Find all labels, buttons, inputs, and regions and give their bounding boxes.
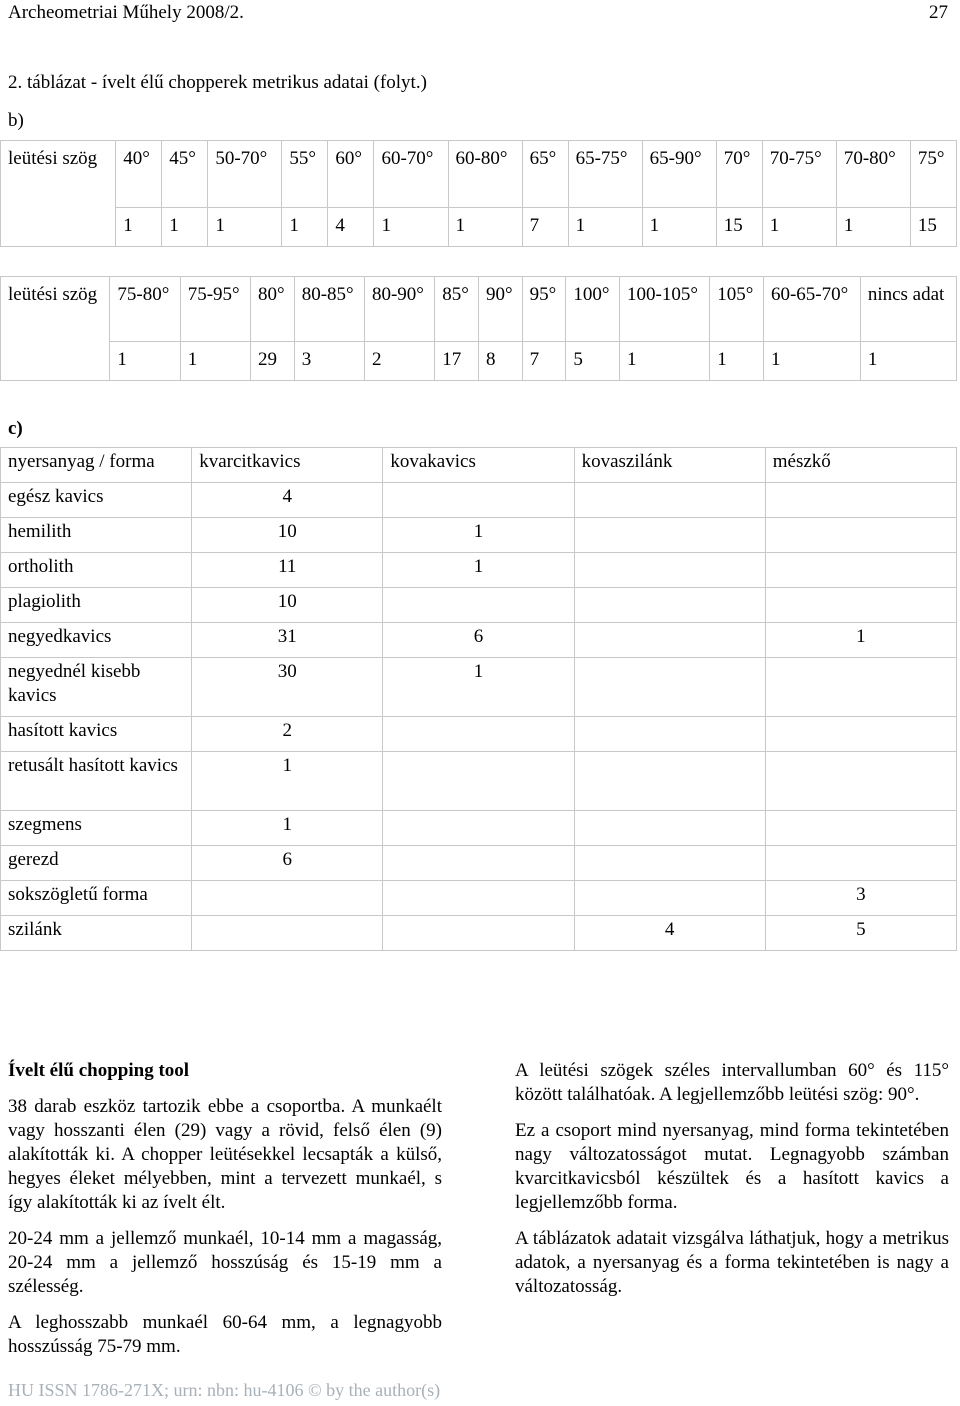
table-cell bbox=[574, 623, 765, 658]
table-cell bbox=[765, 588, 956, 623]
table-cell bbox=[574, 553, 765, 588]
right-text-column bbox=[515, 1059, 949, 1311]
table-cell bbox=[383, 916, 574, 951]
table-caption: 2. táblázat - ívelt élű chopperek metrikus adatai (folyt.) bbox=[8, 72, 427, 93]
left-text-column bbox=[8, 1059, 442, 1371]
table-row bbox=[1, 553, 957, 588]
count-row-label bbox=[1, 342, 110, 381]
table-cell bbox=[383, 752, 574, 811]
angle-header-cell: 45° bbox=[162, 141, 208, 208]
angle-header-cell: 60-65-70° bbox=[763, 277, 860, 342]
angle-count-cell: 4 bbox=[328, 208, 374, 247]
table-cell bbox=[574, 588, 765, 623]
table-row bbox=[1, 752, 957, 811]
angle-count-cell: 1 bbox=[836, 208, 910, 247]
table-cell bbox=[383, 717, 574, 752]
right-paragraph-3: A táblázatok adatait vizsgálva láthatjuk, hogy a metrikus adatok, a nyersanyag és a forma tekintetében is nagy a változatosság. bbox=[515, 1228, 949, 1297]
table-cell: 11 bbox=[192, 553, 383, 588]
section-heading: Ívelt élű chopping tool bbox=[8, 1060, 190, 1081]
angle-header-cell: 65-90° bbox=[642, 141, 716, 208]
table-cell bbox=[765, 717, 956, 752]
column-header: nyersanyag / forma bbox=[1, 448, 192, 483]
angle-count-cell: 2 bbox=[364, 342, 434, 381]
right-paragraph-1: A leütési szögek széles intervallumban 60° és 115° között találhatóak. A legjellemzőbb leütési szög: 90°. bbox=[515, 1060, 949, 1105]
row-label: retusált hasított kavics bbox=[1, 752, 192, 811]
table-cell: 1 bbox=[383, 518, 574, 553]
table-cell: 3 bbox=[765, 881, 956, 916]
section-b-label: b) bbox=[8, 110, 24, 131]
row-label: sokszögletű forma bbox=[1, 881, 192, 916]
angle-header-cell: 80-85° bbox=[294, 277, 364, 342]
table-cell: 10 bbox=[192, 588, 383, 623]
angle-count-cell: 8 bbox=[478, 342, 522, 381]
table-cell bbox=[765, 846, 956, 881]
table-cell bbox=[574, 518, 765, 553]
table-cell: 1 bbox=[765, 623, 956, 658]
table-cell: 2 bbox=[192, 717, 383, 752]
angle-count-cell: 5 bbox=[566, 342, 620, 381]
table-row bbox=[1, 846, 957, 881]
table-row bbox=[1, 916, 957, 951]
angle-count-cell: 1 bbox=[448, 208, 522, 247]
angle-count-cell: 1 bbox=[762, 208, 836, 247]
table-cell bbox=[765, 811, 956, 846]
column-header: kovakavics bbox=[383, 448, 574, 483]
row-label: hemilith bbox=[1, 518, 192, 553]
section-c-label: c) bbox=[8, 418, 23, 439]
angle-header-cell: 95° bbox=[522, 277, 566, 342]
table-cell: 1 bbox=[383, 658, 574, 717]
angle-header-cell: 60-70° bbox=[374, 141, 448, 208]
angle-count-cell: 1 bbox=[642, 208, 716, 247]
table-cell bbox=[192, 916, 383, 951]
raw-material-table bbox=[0, 447, 957, 951]
angle-count-cell: 29 bbox=[251, 342, 295, 381]
angle-count-cell: 1 bbox=[763, 342, 860, 381]
angle-table-1 bbox=[0, 140, 957, 247]
angle-header-cell: 65° bbox=[522, 141, 568, 208]
table-row bbox=[1, 658, 957, 717]
angle-count-cell: 1 bbox=[860, 342, 956, 381]
table-cell bbox=[574, 752, 765, 811]
angle-header-cell: 100-105° bbox=[620, 277, 710, 342]
row-label: gerezd bbox=[1, 846, 192, 881]
table-cell bbox=[574, 717, 765, 752]
table-cell: 1 bbox=[192, 811, 383, 846]
angle-header-cell: 70-75° bbox=[762, 141, 836, 208]
column-header: kovaszilánk bbox=[574, 448, 765, 483]
table-cell bbox=[574, 483, 765, 518]
angle-header-cell: 70° bbox=[716, 141, 762, 208]
angle-header-cell: 65-75° bbox=[568, 141, 642, 208]
angle-count-cell: 1 bbox=[208, 208, 282, 247]
table-cell: 6 bbox=[192, 846, 383, 881]
angle-count-cell: 1 bbox=[710, 342, 764, 381]
table-row bbox=[1, 483, 957, 518]
table-row bbox=[1, 811, 957, 846]
row-label: plagiolith bbox=[1, 588, 192, 623]
table-cell bbox=[765, 658, 956, 717]
angle-count-cell: 1 bbox=[568, 208, 642, 247]
page-number: 27 bbox=[929, 2, 948, 23]
table-cell bbox=[383, 881, 574, 916]
angle-header-cell: 60-80° bbox=[448, 141, 522, 208]
table-row bbox=[1, 588, 957, 623]
left-paragraph-2: 20-24 mm a jellemző munkaél, 10-14 mm a magasság, 20-24 mm a jellemző hosszúság és 15-19 mm a szélesség. bbox=[8, 1228, 442, 1297]
table-cell bbox=[383, 483, 574, 518]
table-cell bbox=[765, 518, 956, 553]
angle-count-cell: 1 bbox=[282, 208, 328, 247]
angle-row-label: leütési szög bbox=[1, 277, 110, 342]
angle-header-cell: 55° bbox=[282, 141, 328, 208]
angle-count-cell: 15 bbox=[910, 208, 956, 247]
angle-header-cell: 85° bbox=[435, 277, 479, 342]
table-row bbox=[1, 623, 957, 658]
angle-count-cell: 7 bbox=[522, 208, 568, 247]
table-cell bbox=[765, 752, 956, 811]
table-cell bbox=[574, 658, 765, 717]
angle-header-cell: 70-80° bbox=[836, 141, 910, 208]
table-cell bbox=[383, 846, 574, 881]
column-header: kvarcitkavics bbox=[192, 448, 383, 483]
left-paragraph-3: A leghosszabb munkaél 60-64 mm, a legnagyobb hosszússág 75-79 mm. bbox=[8, 1312, 442, 1357]
journal-header: Archeometriai Műhely 2008/2. bbox=[8, 2, 244, 23]
row-label: ortholith bbox=[1, 553, 192, 588]
angle-row-label: leütési szög bbox=[1, 141, 116, 208]
angle-count-cell: 15 bbox=[716, 208, 762, 247]
angle-header-cell: 80-90° bbox=[364, 277, 434, 342]
table-cell: 10 bbox=[192, 518, 383, 553]
angle-count-cell: 1 bbox=[180, 342, 250, 381]
count-row-label bbox=[1, 208, 116, 247]
angle-count-cell: 1 bbox=[162, 208, 208, 247]
table-cell bbox=[574, 846, 765, 881]
angle-header-cell: 60° bbox=[328, 141, 374, 208]
row-label: hasított kavics bbox=[1, 717, 192, 752]
table-cell bbox=[383, 811, 574, 846]
angle-count-cell: 1 bbox=[110, 342, 180, 381]
table-row bbox=[1, 717, 957, 752]
angle-count-cell: 3 bbox=[294, 342, 364, 381]
table-row bbox=[1, 881, 957, 916]
table-cell bbox=[574, 881, 765, 916]
table-cell bbox=[765, 553, 956, 588]
angle-header-cell: nincs adat bbox=[860, 277, 956, 342]
table-cell bbox=[574, 811, 765, 846]
table-cell bbox=[383, 588, 574, 623]
table-cell: 4 bbox=[192, 483, 383, 518]
column-header: mészkő bbox=[765, 448, 956, 483]
angle-count-cell: 17 bbox=[435, 342, 479, 381]
row-label: szilánk bbox=[1, 916, 192, 951]
angle-header-cell: 105° bbox=[710, 277, 764, 342]
angle-header-cell: 40° bbox=[116, 141, 162, 208]
table-cell: 4 bbox=[574, 916, 765, 951]
row-label: negyednél kisebb kavics bbox=[1, 658, 192, 717]
left-paragraph-1: 38 darab eszköz tartozik ebbe a csoportba. A munkaélt vagy hosszanti élen (29) vagy a rövid, felső élen (9) alakították ki. A chopper leütésekkel lecsapták a külső, hegyes éleket mélyebben, mint a tervezett munkaél, s így alakították ki az ívelt élt. bbox=[8, 1096, 442, 1213]
angle-count-cell: 7 bbox=[522, 342, 566, 381]
angle-header-cell: 75-95° bbox=[180, 277, 250, 342]
table-cell: 31 bbox=[192, 623, 383, 658]
angle-header-cell: 100° bbox=[566, 277, 620, 342]
table-cell: 1 bbox=[192, 752, 383, 811]
right-paragraph-2: Ez a csoport mind nyersanyag, mind forma tekintetében nagy változatosságot mutat. Legnagyobb számban kvarcitkavicsból készültek és a hasított kavics a legjellemzőbb forma. bbox=[515, 1120, 949, 1213]
table-cell: 6 bbox=[383, 623, 574, 658]
row-label: negyedkavics bbox=[1, 623, 192, 658]
angle-header-cell: 90° bbox=[478, 277, 522, 342]
table-cell: 1 bbox=[383, 553, 574, 588]
table-cell: 30 bbox=[192, 658, 383, 717]
angle-table-2 bbox=[0, 276, 957, 381]
table-cell bbox=[765, 483, 956, 518]
table-row bbox=[1, 518, 957, 553]
angle-header-cell: 50-70° bbox=[208, 141, 282, 208]
table-cell bbox=[192, 881, 383, 916]
row-label: egész kavics bbox=[1, 483, 192, 518]
angle-count-cell: 1 bbox=[374, 208, 448, 247]
angle-count-cell: 1 bbox=[620, 342, 710, 381]
angle-header-cell: 80° bbox=[251, 277, 295, 342]
footer-issn: HU ISSN 1786-271X; urn: nbn: hu-4106 © by the author(s) bbox=[8, 1380, 441, 1400]
row-label: szegmens bbox=[1, 811, 192, 846]
angle-count-cell: 1 bbox=[116, 208, 162, 247]
table-cell: 5 bbox=[765, 916, 956, 951]
angle-header-cell: 75-80° bbox=[110, 277, 180, 342]
angle-header-cell: 75° bbox=[910, 141, 956, 208]
